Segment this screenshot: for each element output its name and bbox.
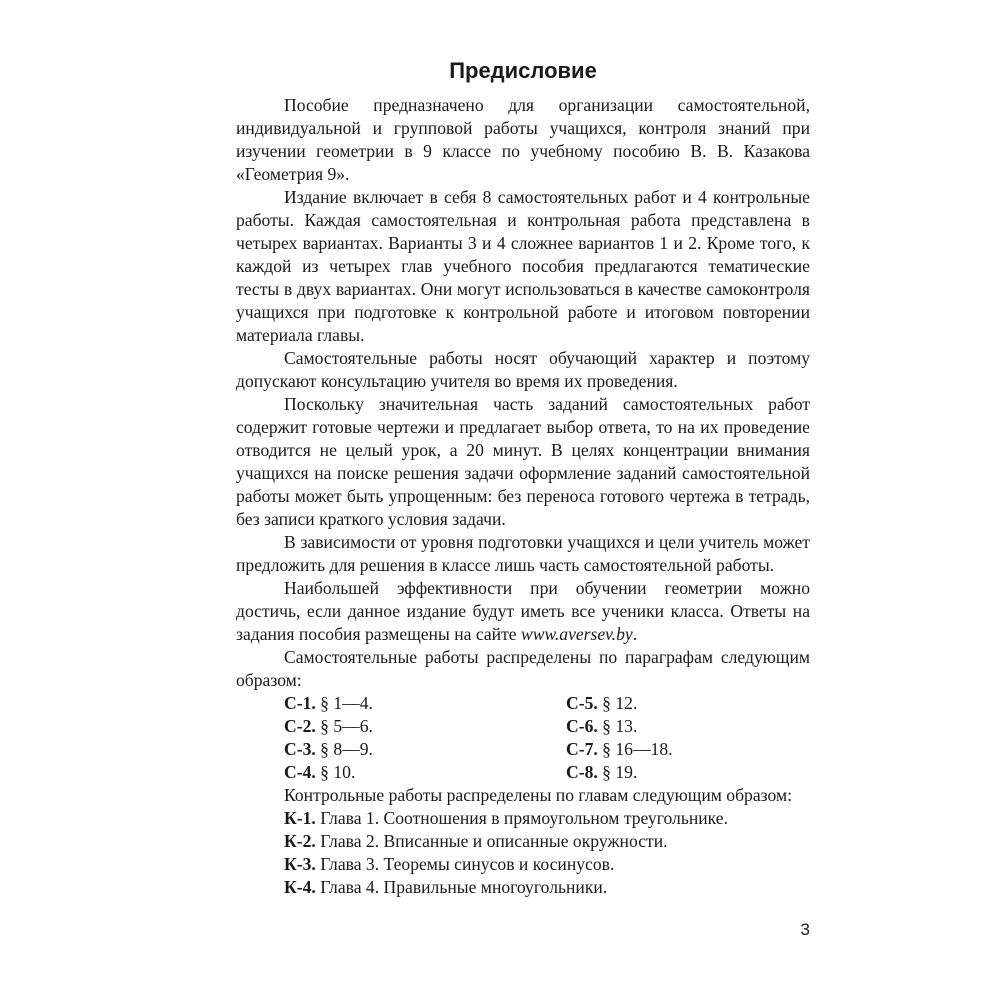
work-sections: § 19. — [597, 762, 638, 782]
page-number: 3 — [800, 920, 810, 939]
site-link[interactable]: www.aversev.by — [520, 624, 633, 644]
independent-works-list — [236, 692, 810, 784]
work-code: С-6. — [566, 716, 598, 736]
work-code: С-5. — [566, 693, 598, 713]
paragraph-duration: Поскольку значительная часть заданий самостоятельных работ содержит готовые чертежи и предлагает выбор ответа, то на их проведение отводится не целый урок, а 20 минут. В целях концентрации внимания учащихся на поиске решения задачи оформление заданий самостоятельной работы может быть упрощенным: без переноса готового чертежа в тетрадь, без записи краткого условия задачи. — [236, 394, 810, 529]
list-item — [284, 761, 566, 784]
control-chapter: Глава 1. Соотношения в прямоугольном треугольнике. — [315, 808, 728, 828]
effectiveness-text: Наибольшей эффективности при обучении геометрии можно достичь, если данное издание будут иметь все ученики класса. Ответы на задания пособия размещены на сайте — [236, 578, 810, 644]
paragraph-purpose: Пособие предназначено для организации самостоятельной, индивидуальной и групповой работы учащихся, контроля знаний при изучении геометрии в 9 классе по учебному пособию В. В. Казакова «Геометрия 9». — [236, 95, 810, 184]
work-code: С-1. — [284, 693, 316, 713]
work-sections: § 1—4. — [315, 693, 373, 713]
work-code: С-4. — [284, 762, 316, 782]
list-item — [566, 738, 806, 761]
preface-body — [236, 94, 810, 899]
page-title: Предисловие — [449, 58, 597, 83]
work-sections: § 10. — [315, 762, 356, 782]
list-item — [284, 715, 566, 738]
list-item — [284, 807, 810, 830]
work-sections: § 8—9. — [315, 739, 373, 759]
work-code: С-7. — [566, 739, 598, 759]
paragraph-control-distribution: Контрольные работы распределены по главам следующим образом: — [284, 785, 792, 805]
effectiveness-end: . — [632, 624, 638, 644]
list-item — [566, 692, 806, 715]
work-code: С-2. — [284, 716, 316, 736]
control-chapter: Глава 2. Вписанные и описанные окружности. — [315, 831, 668, 851]
control-chapter: Глава 3. Теоремы синусов и косинусов. — [315, 854, 615, 874]
control-code: К-4. — [284, 877, 316, 897]
list-item — [566, 761, 806, 784]
paragraph-independent-character: Самостоятельные работы носят обучающий характер и поэтому допускают консультацию учителя во время их проведения. — [236, 348, 810, 391]
list-item — [284, 853, 810, 876]
work-sections: § 16—18. — [597, 739, 673, 759]
work-sections: § 12. — [597, 693, 638, 713]
list-item — [284, 876, 810, 899]
control-code: К-1. — [284, 808, 316, 828]
paragraph-contents: Издание включает в себя 8 самостоятельных работ и 4 контрольные работы. Каждая самостоятельная и контрольная работа представлена в четырех вариантах. Варианты 3 и 4 сложнее вариантов 1 и 2. Кроме того, к каждой из четырех глав учебного пособия предлагаются тематические тесты в двух вариантах. Они могут использоваться в качестве самоконтроля учащихся при подготовке к контрольной работе и итоговом повторении материала главы. — [236, 187, 810, 345]
work-sections: § 13. — [597, 716, 638, 736]
list-item — [284, 830, 810, 853]
control-code: К-2. — [284, 831, 316, 851]
work-sections: § 5—6. — [315, 716, 373, 736]
control-code: К-3. — [284, 854, 316, 874]
paragraph-teacher-choice: В зависимости от уровня подготовки учащихся и цели учитель может предложить для решения в классе лишь часть самостоятельной работы. — [236, 532, 810, 575]
control-chapter: Глава 4. Правильные многоугольники. — [315, 877, 608, 897]
paragraph-effectiveness — [236, 577, 810, 646]
list-item — [566, 715, 806, 738]
work-code: С-3. — [284, 739, 316, 759]
work-code: С-8. — [566, 762, 598, 782]
list-item — [284, 738, 566, 761]
list-item — [284, 692, 566, 715]
paragraph-independent-distribution: Самостоятельные работы распределены по параграфам следующим образом: — [236, 647, 810, 690]
control-works-list — [236, 807, 810, 899]
